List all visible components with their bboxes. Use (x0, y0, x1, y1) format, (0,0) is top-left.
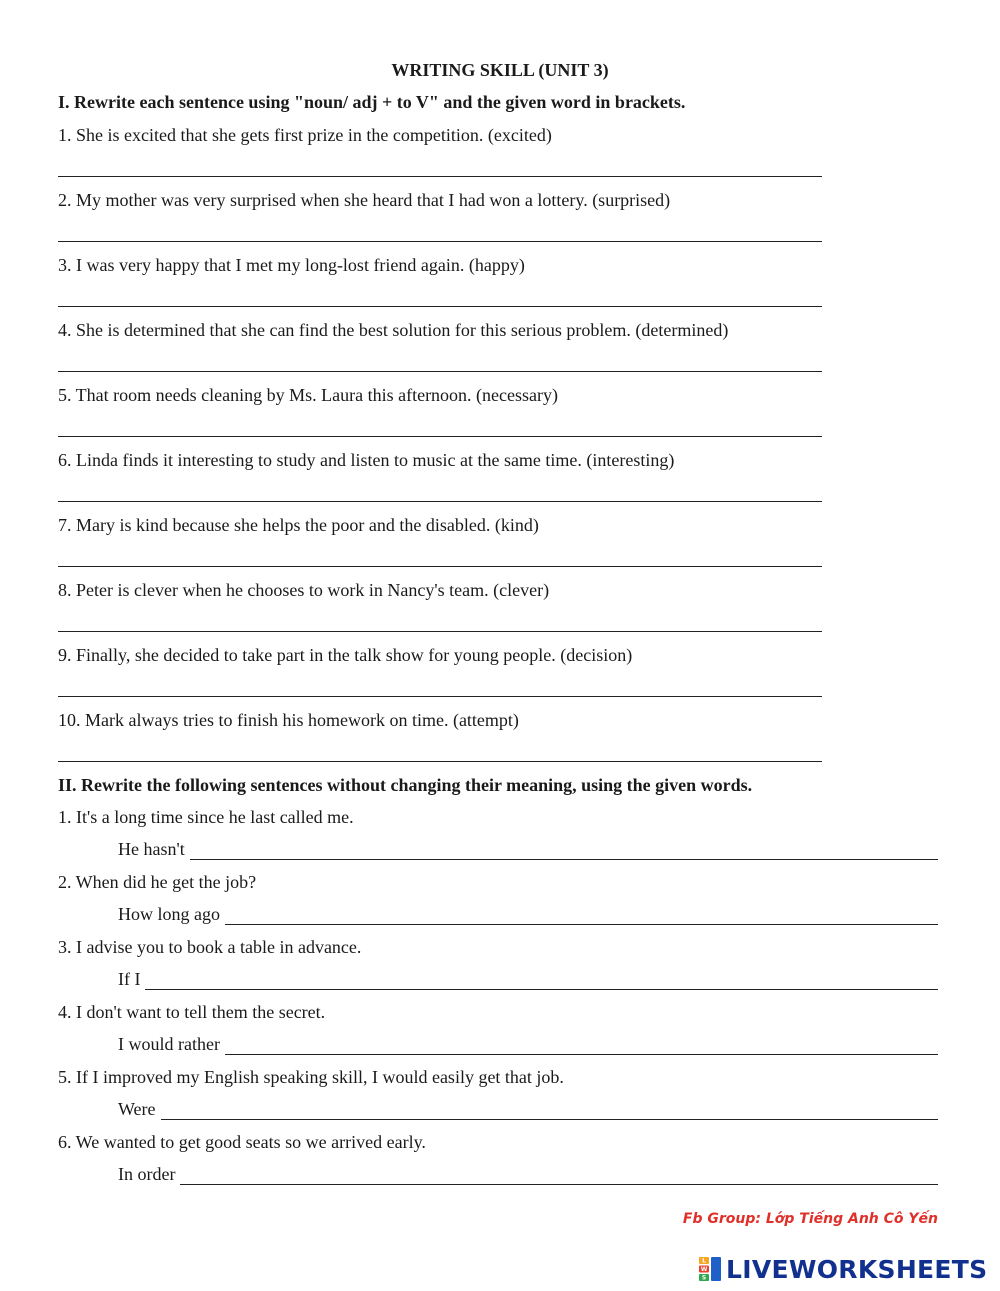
question-text: 1. It's a long time since he last called me. (58, 807, 354, 827)
question-text: 4. I don't want to tell them the secret. (58, 1002, 326, 1022)
question-text: 5. If I improved my English speaking skill, I would easily get that job. (58, 1067, 564, 1087)
question-text: 3. I advise you to book a table in advance. (58, 937, 362, 957)
answer-prompt: How long ago (118, 904, 220, 924)
exercise-item (58, 1066, 938, 1131)
answer-line[interactable] (58, 475, 822, 502)
exercise-item (58, 644, 838, 709)
question-text: 7. Mary is kind because she helps the poor and the disabled. (kind) (58, 515, 539, 535)
answer-row (118, 1163, 938, 1185)
exercise-item (58, 709, 838, 774)
answer-line[interactable] (58, 605, 822, 632)
exercise-item (58, 514, 838, 579)
question-text: 8. Peter is clever when he chooses to work in Nancy's team. (clever) (58, 580, 550, 600)
question-text: 2. When did he get the job? (58, 872, 257, 892)
answer-blank[interactable] (180, 1164, 938, 1185)
exercise-item (58, 319, 838, 384)
answer-line[interactable] (58, 345, 822, 372)
question-text: 6. Linda finds it interesting to study and listen to music at the same time. (interesting) (58, 450, 675, 470)
exercise-item (58, 871, 938, 936)
liveworksheets-logo[interactable] (698, 1254, 987, 1284)
exercise-item (58, 449, 838, 514)
section-1-exercises (58, 124, 838, 774)
answer-row (118, 1033, 938, 1055)
exercise-item (58, 1001, 938, 1066)
answer-line[interactable] (58, 540, 822, 567)
answer-row (118, 903, 938, 925)
worksheet-title: WRITING SKILL (UNIT 3) (391, 60, 609, 80)
answer-line[interactable] (58, 215, 822, 242)
logo-letter: S (701, 1274, 707, 1282)
answer-row (118, 838, 938, 860)
section-1-heading: I. Rewrite each sentence using "noun/ adj + to V" and the given word in brackets. (58, 92, 686, 112)
answer-line[interactable] (58, 735, 822, 762)
question-text: 5. That room needs cleaning by Ms. Laura this afternoon. (necessary) (58, 385, 559, 405)
exercise-item (58, 936, 938, 1001)
answer-prompt: If I (118, 969, 141, 989)
answer-row (118, 1098, 938, 1120)
exercise-item (58, 579, 838, 644)
logo-letter: L (702, 1257, 706, 1265)
answer-line[interactable] (58, 410, 822, 437)
question-text: 10. Mark always tries to finish his homework on time. (attempt) (58, 710, 519, 730)
question-text: 2. My mother was very surprised when she heard that I had won a lottery. (surprised) (58, 190, 671, 210)
brand-name: LIVEWORKSHEETS (726, 1254, 988, 1284)
section-2-exercises (58, 806, 938, 1196)
answer-line[interactable] (58, 150, 822, 177)
liveworksheets-icon (698, 1256, 722, 1282)
question-text: 3. I was very happy that I met my long-lost friend again. (happy) (58, 255, 525, 275)
answer-prompt: In order (118, 1164, 176, 1184)
answer-blank[interactable] (145, 969, 938, 990)
answer-row (118, 968, 938, 990)
answer-blank[interactable] (161, 1099, 938, 1120)
exercise-item (58, 384, 838, 449)
answer-prompt: Were (118, 1099, 156, 1119)
fb-group-credit: Fb Group: Lớp Tiếng Anh Cô Yến (682, 1211, 938, 1227)
question-text: 4. She is determined that she can find the best solution for this serious problem. (determined) (58, 320, 729, 340)
exercise-item (58, 189, 838, 254)
question-text: 1. She is excited that she gets first prize in the competition. (excited) (58, 125, 552, 145)
section-2-heading: II. Rewrite the following sentences without changing their meaning, using the given words. (58, 775, 753, 795)
answer-prompt: He hasn't (118, 839, 185, 859)
exercise-item (58, 124, 838, 189)
answer-line[interactable] (58, 670, 822, 697)
answer-line[interactable] (58, 280, 822, 307)
answer-blank[interactable] (225, 904, 938, 925)
answer-prompt: I would rather (118, 1034, 220, 1054)
answer-blank[interactable] (225, 1034, 938, 1055)
logo-letter: W (700, 1266, 708, 1274)
answer-blank[interactable] (190, 839, 938, 860)
exercise-item (58, 806, 938, 871)
question-text: 9. Finally, she decided to take part in the talk show for young people. (decision) (58, 645, 633, 665)
exercise-item (58, 254, 838, 319)
exercise-item (58, 1131, 938, 1196)
question-text: 6. We wanted to get good seats so we arrived early. (58, 1132, 426, 1152)
